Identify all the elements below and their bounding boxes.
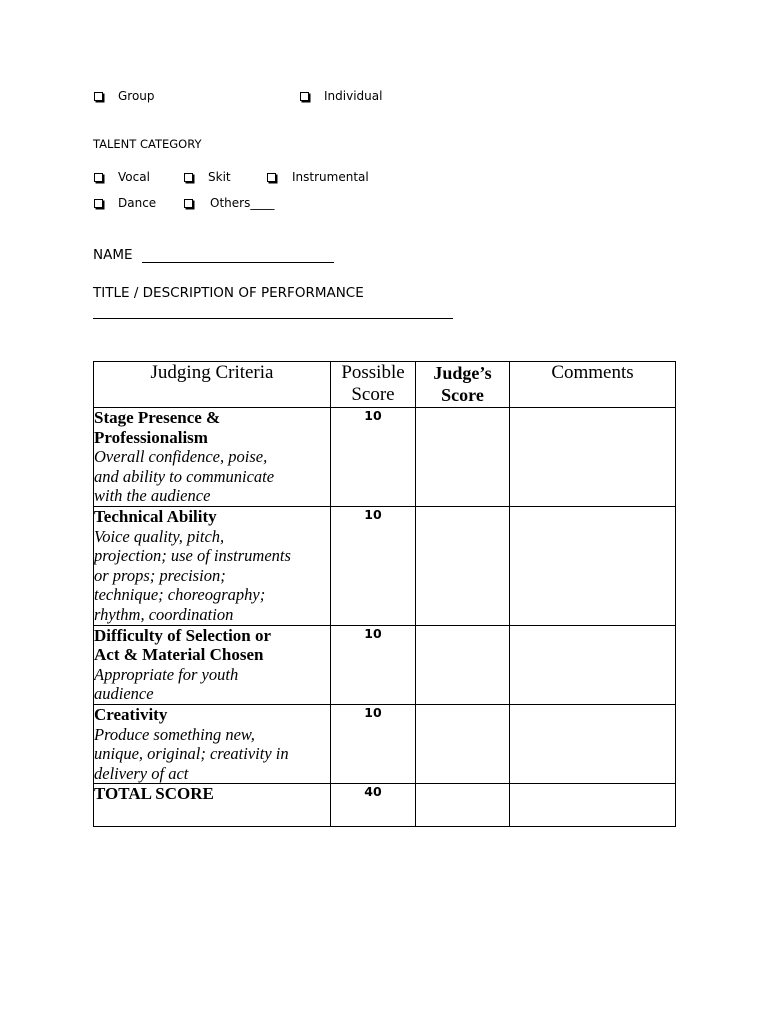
dance-label: Dance — [118, 196, 157, 210]
criteria-description: and ability to communicate — [94, 466, 275, 486]
criteria-cell — [94, 506, 331, 625]
header-possible-line2: Score — [351, 384, 395, 405]
criteria-title: Stage Presence & — [94, 408, 221, 427]
performance-title-label: TITLE / DESCRIPTION OF PERFORMANCE — [93, 285, 364, 301]
criteria-description: unique, original; creativity in — [94, 744, 289, 764]
criteria-description: technique; choreography; — [94, 585, 266, 605]
possible-score-cell: 10 — [331, 704, 416, 783]
individual-label: Individual — [324, 89, 383, 103]
criteria-description: audience — [94, 684, 154, 704]
talent-category-heading: TALENT CATEGORY — [93, 137, 202, 151]
total-comments-cell[interactable] — [510, 784, 676, 827]
total-possible-score: 40 — [331, 784, 416, 827]
skit-checkbox[interactable] — [184, 173, 193, 182]
possible-score-cell: 10 — [331, 408, 416, 507]
header-possible-score — [331, 362, 416, 408]
performance-title-input-line[interactable] — [93, 318, 453, 319]
comments-cell[interactable] — [510, 625, 676, 704]
criteria-description: projection; use of instruments — [94, 546, 291, 566]
skit-label: Skit — [208, 170, 231, 184]
criteria-cell — [94, 408, 331, 507]
criteria-title: Act & Material Chosen — [94, 645, 264, 665]
group-checkbox[interactable] — [94, 92, 103, 101]
criteria-description: Appropriate for youth — [94, 664, 239, 684]
criteria-title: Creativity — [94, 704, 168, 724]
judge-score-cell[interactable] — [416, 506, 510, 625]
others-checkbox[interactable] — [184, 199, 193, 208]
criteria-description: or props; precision; — [94, 565, 226, 585]
individual-checkbox[interactable] — [300, 92, 309, 101]
criteria-cell — [94, 625, 331, 704]
total-label-cell — [94, 784, 331, 827]
vocal-checkbox[interactable] — [94, 173, 103, 182]
criteria-description: rhythm, coordination — [94, 604, 234, 624]
table-row — [94, 506, 676, 625]
possible-score-cell: 10 — [331, 506, 416, 625]
criteria-cell — [94, 704, 331, 783]
name-input-line[interactable] — [142, 262, 334, 263]
instrumental-checkbox[interactable] — [267, 173, 276, 182]
criteria-title: Technical Ability — [94, 506, 217, 526]
dance-checkbox[interactable] — [94, 199, 103, 208]
judge-score-cell[interactable] — [416, 704, 510, 783]
comments-cell[interactable] — [510, 704, 676, 783]
header-comments — [510, 362, 676, 408]
total-judge-score-cell[interactable] — [416, 784, 510, 827]
judge-score-cell[interactable] — [416, 625, 510, 704]
group-option[interactable] — [94, 89, 155, 103]
skit-option[interactable] — [184, 170, 231, 184]
instrumental-option[interactable] — [267, 170, 369, 184]
vocal-option[interactable] — [94, 170, 150, 184]
table-header-row — [94, 362, 676, 408]
instrumental-label: Instrumental — [292, 170, 369, 184]
possible-score-cell: 10 — [331, 625, 416, 704]
judge-score-cell[interactable] — [416, 408, 510, 507]
comments-cell[interactable] — [510, 506, 676, 625]
header-judges-line1: Judge’s — [433, 363, 492, 383]
criteria-title: Difficulty of Selection or — [94, 625, 272, 645]
table-row — [94, 625, 676, 704]
total-score-label: TOTAL SCORE — [94, 784, 214, 804]
group-label: Group — [118, 89, 155, 103]
criteria-description: with the audience — [94, 486, 211, 506]
header-judging-criteria — [94, 362, 331, 408]
name-label: NAME — [93, 247, 133, 263]
criteria-title: Professionalism — [94, 427, 208, 447]
header-judges-score — [416, 362, 510, 408]
header-possible-line1: Possible — [341, 362, 405, 383]
others-label: Others____ — [210, 196, 275, 210]
table-row — [94, 408, 676, 507]
header-comments-text: Comments — [551, 362, 634, 383]
total-row — [94, 784, 676, 827]
table-row — [94, 704, 676, 783]
comments-cell[interactable] — [510, 408, 676, 507]
criteria-description: Overall confidence, poise, — [94, 447, 268, 467]
individual-option[interactable] — [300, 89, 382, 103]
judging-table — [93, 361, 676, 827]
dance-option[interactable] — [94, 196, 156, 210]
criteria-description: Voice quality, pitch, — [94, 526, 225, 546]
header-criteria-text: Judging Criteria — [150, 362, 274, 383]
criteria-description: delivery of act — [94, 763, 189, 783]
others-option[interactable] — [184, 196, 274, 210]
criteria-description: Produce something new, — [94, 724, 255, 744]
header-judges-line2: Score — [441, 385, 484, 405]
vocal-label: Vocal — [118, 170, 150, 184]
